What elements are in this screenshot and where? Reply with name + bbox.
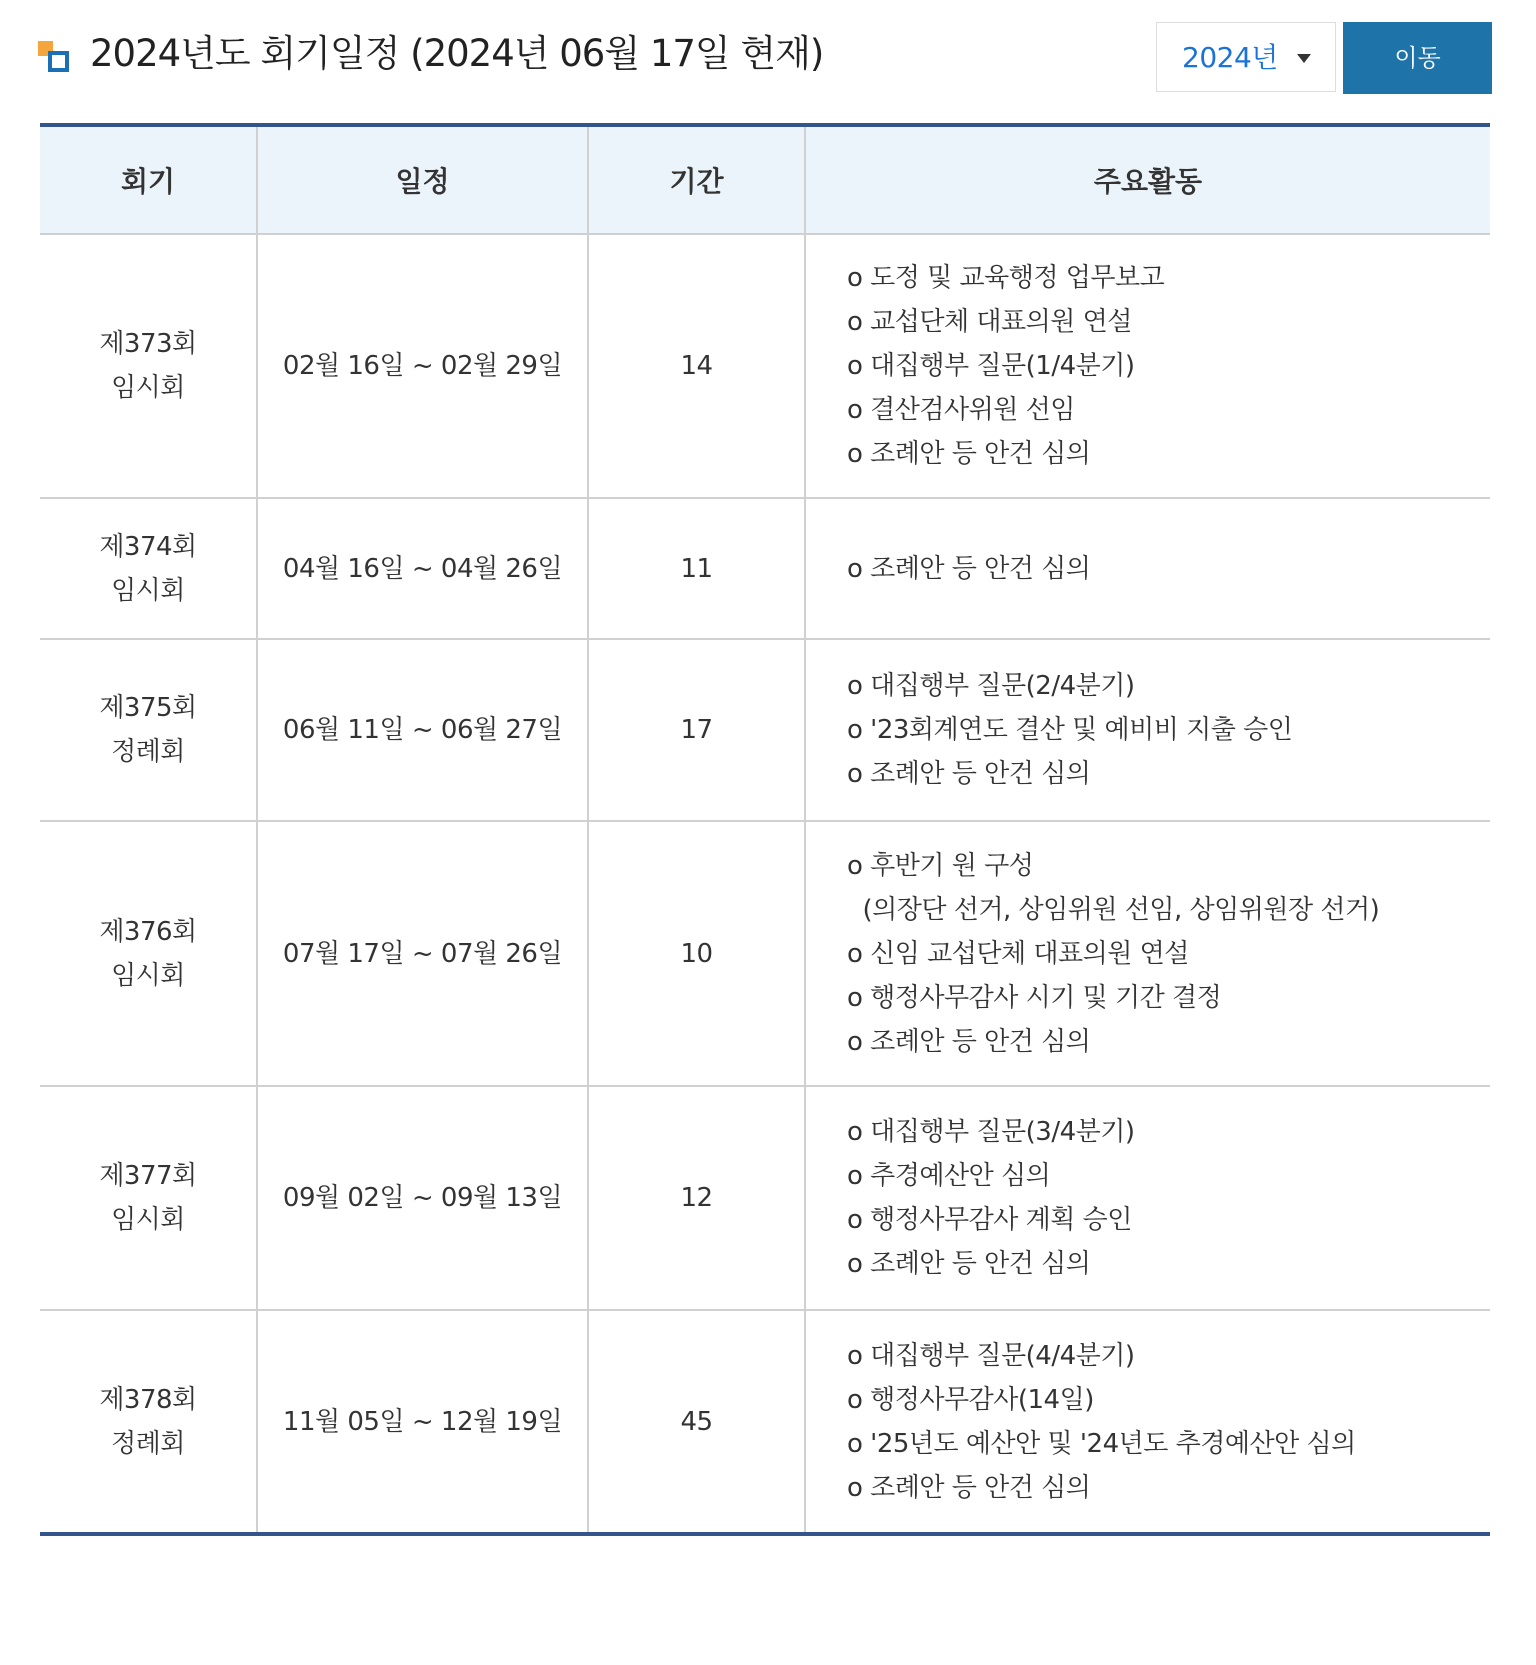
table-row [40, 639, 1490, 821]
activity-item: o '23회계연도 결산 및 예비비 지출 승인 [847, 715, 1293, 745]
activity-item: o 행정사무감사 계획 승인 [847, 1205, 1132, 1235]
caret-down-icon [1297, 54, 1311, 63]
days-cell: 10 [588, 821, 805, 1086]
activity-item: o 대집행부 질문(4/4분기) [847, 1340, 1135, 1371]
activity-item: o 행정사무감사 시기 및 기간 결정 [847, 982, 1222, 1013]
session-cell [40, 1086, 257, 1310]
session-number: 제373회 [99, 329, 197, 359]
table-row [40, 234, 1490, 498]
activity-item: o '25년도 예산안 및 '24년도 추경예산안 심의 [847, 1428, 1356, 1459]
schedule-cell: 02월 16일 ~ 02월 29일 [257, 234, 588, 498]
activities-cell [805, 1086, 1490, 1310]
page-header [38, 20, 1492, 92]
activity-item: (의장단 선거, 상임위원 선임, 상임위원장 선거) [847, 894, 1380, 925]
session-cell [40, 234, 257, 498]
year-select[interactable] [1156, 22, 1336, 92]
session-type: 임시회 [111, 1205, 185, 1235]
session-type: 임시회 [111, 373, 185, 403]
page-title: 2024년도 회기일정 (2024년 06월 17일 현재) [90, 32, 824, 75]
activity-item: o 추경예산안 심의 [847, 1161, 1051, 1191]
table-row [40, 1086, 1490, 1310]
schedule-cell: 07월 17일 ~ 07월 26일 [257, 821, 588, 1086]
activity-item: o 후반기 원 구성 [847, 850, 1034, 881]
days-cell: 11 [588, 498, 805, 639]
session-type: 정례회 [111, 737, 185, 767]
table-row [40, 498, 1490, 639]
session-number: 제376회 [99, 916, 197, 947]
session-type: 임시회 [111, 575, 185, 606]
session-cell [40, 1310, 257, 1534]
activity-item: o 신임 교섭단체 대표의원 연설 [847, 938, 1189, 969]
go-button[interactable]: 이동 [1343, 22, 1492, 94]
activities-cell [805, 639, 1490, 821]
column-header-days: 기간 [588, 125, 805, 234]
activities-cell [805, 234, 1490, 498]
session-number: 제374회 [99, 531, 197, 562]
days-cell: 14 [588, 234, 805, 498]
year-select-value: 2024년 [1182, 41, 1278, 74]
activity-item: o 교섭단체 대표의원 연설 [847, 307, 1132, 337]
table-header-row [40, 125, 1490, 234]
activity-item: o 조례안 등 안건 심의 [847, 1026, 1091, 1057]
schedule-cell: 09월 02일 ~ 09월 13일 [257, 1086, 588, 1310]
activity-item: o 대집행부 질문(2/4분기) [847, 671, 1135, 701]
column-header-activities: 주요활동 [805, 125, 1490, 234]
schedule-cell: 06월 11일 ~ 06월 27일 [257, 639, 588, 821]
activity-item: o 조례안 등 안건 심의 [847, 439, 1091, 469]
activities-cell [805, 1310, 1490, 1534]
activity-item: o 조례안 등 안건 심의 [847, 553, 1091, 584]
activity-item: o 조례안 등 안건 심의 [847, 1249, 1091, 1279]
column-header-session: 회기 [40, 125, 257, 234]
column-header-schedule: 일정 [257, 125, 588, 234]
session-number: 제375회 [99, 693, 197, 723]
activities-cell [805, 821, 1490, 1086]
table-row [40, 1310, 1490, 1534]
days-cell: 45 [588, 1310, 805, 1534]
title-bullet-icon [38, 41, 70, 73]
session-number: 제377회 [99, 1161, 197, 1191]
table-body [40, 234, 1490, 1534]
session-number: 제378회 [99, 1384, 197, 1415]
session-cell [40, 639, 257, 821]
session-cell [40, 821, 257, 1086]
activity-item: o 결산검사위원 선임 [847, 395, 1075, 425]
table-row [40, 821, 1490, 1086]
activities-cell [805, 498, 1490, 639]
activity-item: o 대집행부 질문(3/4분기) [847, 1117, 1135, 1147]
schedule-cell: 04월 16일 ~ 04월 26일 [257, 498, 588, 639]
activity-item: o 행정사무감사(14일) [847, 1384, 1094, 1415]
days-cell: 12 [588, 1086, 805, 1310]
session-type: 임시회 [111, 960, 185, 991]
session-schedule-table [40, 123, 1490, 1536]
session-cell [40, 498, 257, 639]
activity-item: o 조례안 등 안건 심의 [847, 1472, 1091, 1503]
schedule-cell: 11월 05일 ~ 12월 19일 [257, 1310, 588, 1534]
activity-item: o 도정 및 교육행정 업무보고 [847, 263, 1165, 293]
activity-item: o 대집행부 질문(1/4분기) [847, 351, 1135, 381]
activity-item: o 조례안 등 안건 심의 [847, 759, 1091, 789]
days-cell: 17 [588, 639, 805, 821]
session-type: 정례회 [111, 1428, 185, 1459]
